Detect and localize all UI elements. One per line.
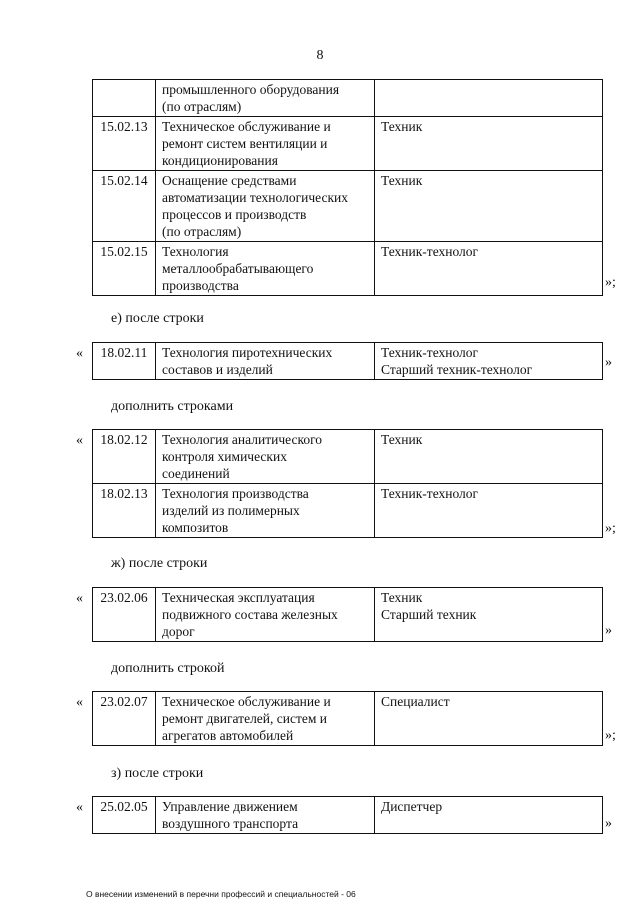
specialty-title-line: Техническая эксплуатация	[162, 590, 315, 605]
qualification-line: Техник	[381, 432, 423, 447]
table-row	[93, 242, 603, 296]
caption-add-rows: дополнить строками	[111, 399, 234, 414]
specialty-title-line: ремонт систем вентиляции и	[162, 136, 328, 151]
table-row	[93, 171, 603, 242]
closing-quote-mark: »	[605, 623, 612, 638]
caption-item-e: е) после строки	[111, 311, 204, 326]
qualification	[375, 588, 603, 642]
specialty-title-line: составов и изделий	[162, 362, 273, 377]
specialty-code: 18.02.11	[93, 343, 156, 380]
specialty-table-zh	[92, 587, 603, 642]
specialty-title-line: подвижного состава железных	[162, 607, 338, 622]
qualification	[375, 797, 603, 834]
opening-quote-mark: «	[76, 591, 83, 606]
specialty-title-line: Технология	[162, 244, 229, 259]
specialty-title-line: металлообрабатывающего	[162, 261, 314, 276]
specialty-title	[156, 484, 375, 538]
qualification-line: Техник	[381, 590, 423, 605]
specialty-title-line: процессов и производств	[162, 207, 307, 222]
specialty-title-line: (по отраслям)	[162, 99, 242, 114]
specialty-title-line: автоматизации технологических	[162, 190, 348, 205]
specialty-title	[156, 80, 375, 117]
specialty-title-line: кондиционирования	[162, 153, 278, 168]
opening-quote-mark: «	[76, 800, 83, 815]
specialty-title-line: Техническое обслуживание и	[162, 694, 331, 709]
specialty-title-line: Технология производства	[162, 486, 309, 501]
specialty-title	[156, 117, 375, 171]
qualification	[375, 80, 603, 117]
specialty-table-zh-add	[92, 691, 603, 746]
page-number: 8	[316, 48, 324, 63]
qualification	[375, 692, 603, 746]
specialty-title	[156, 588, 375, 642]
qualification-line: Старший техник-технолог	[381, 362, 533, 377]
specialty-title-line: агрегатов автомобилей	[162, 728, 294, 743]
qualification-line: Техник-технолог	[381, 486, 479, 501]
specialty-title-line: Технология аналитического	[162, 432, 323, 447]
specialty-code: 23.02.07	[93, 692, 156, 746]
specialty-title-line: дорог	[162, 624, 195, 639]
specialty-title-line: производства	[162, 278, 239, 293]
specialty-title	[156, 343, 375, 380]
opening-quote-mark: «	[76, 346, 83, 361]
specialty-title-line: Техническое обслуживание и	[162, 119, 331, 134]
qualification-line: Техник-технолог	[381, 244, 479, 259]
specialty-code: 18.02.13	[93, 484, 156, 538]
specialty-title-line: изделий из полимерных	[162, 503, 300, 518]
specialty-code: 23.02.06	[93, 588, 156, 642]
qualification-line: Диспетчер	[381, 799, 443, 814]
qualification-line: Старший техник	[381, 607, 477, 622]
table-row	[93, 797, 603, 834]
specialty-title-line: контроля химических	[162, 449, 287, 464]
caption-item-z: з) после строки	[111, 766, 204, 781]
closing-quote-mark: »;	[605, 275, 616, 290]
specialty-title-line: промышленного оборудования	[162, 82, 340, 97]
specialty-table-z	[92, 796, 603, 834]
table-row	[93, 692, 603, 746]
table-row	[93, 117, 603, 171]
qualification	[375, 171, 603, 242]
specialty-title-line: композитов	[162, 520, 229, 535]
specialty-title-line: воздушного транспорта	[162, 816, 299, 831]
specialty-table-continuation	[92, 79, 603, 296]
specialty-title-line: Технология пиротехнических	[162, 345, 333, 360]
caption-item-zh: ж) после строки	[111, 556, 208, 571]
specialty-code: 18.02.12	[93, 430, 156, 484]
specialty-title	[156, 171, 375, 242]
qualification-line: Техник	[381, 173, 423, 188]
specialty-table-e	[92, 342, 603, 380]
closing-quote-mark: »	[605, 816, 612, 831]
qualification-line: Специалист	[381, 694, 450, 709]
specialty-title	[156, 692, 375, 746]
specialty-code: 15.02.15	[93, 242, 156, 296]
table-row	[93, 343, 603, 380]
opening-quote-mark: «	[76, 695, 83, 710]
closing-quote-mark: »	[605, 355, 612, 370]
qualification-line: Техник	[381, 119, 423, 134]
closing-quote-mark: »;	[605, 728, 616, 743]
specialty-table-e-add	[92, 429, 603, 538]
specialty-title-line: соединений	[162, 466, 230, 481]
document-footer: О внесении изменений в перечни профессий и специальностей - 06	[86, 889, 356, 899]
specialty-code: 15.02.14	[93, 171, 156, 242]
specialty-code: 15.02.13	[93, 117, 156, 171]
caption-add-row: дополнить строкой	[111, 661, 225, 676]
table-row	[93, 484, 603, 538]
qualification	[375, 430, 603, 484]
specialty-title	[156, 242, 375, 296]
specialty-code	[93, 80, 156, 117]
table-row	[93, 588, 603, 642]
qualification	[375, 343, 603, 380]
specialty-code: 25.02.05	[93, 797, 156, 834]
specialty-title	[156, 430, 375, 484]
specialty-title-line: ремонт двигателей, систем и	[162, 711, 328, 726]
specialty-title-line: Управление движением	[162, 799, 298, 814]
qualification	[375, 242, 603, 296]
table-row	[93, 430, 603, 484]
opening-quote-mark: «	[76, 433, 83, 448]
specialty-title-line: (по отраслям)	[162, 224, 242, 239]
qualification	[375, 484, 603, 538]
qualification-line: Техник-технолог	[381, 345, 479, 360]
closing-quote-mark: »;	[605, 521, 616, 536]
qualification	[375, 117, 603, 171]
table-row	[93, 80, 603, 117]
specialty-title	[156, 797, 375, 834]
specialty-title-line: Оснащение средствами	[162, 173, 297, 188]
